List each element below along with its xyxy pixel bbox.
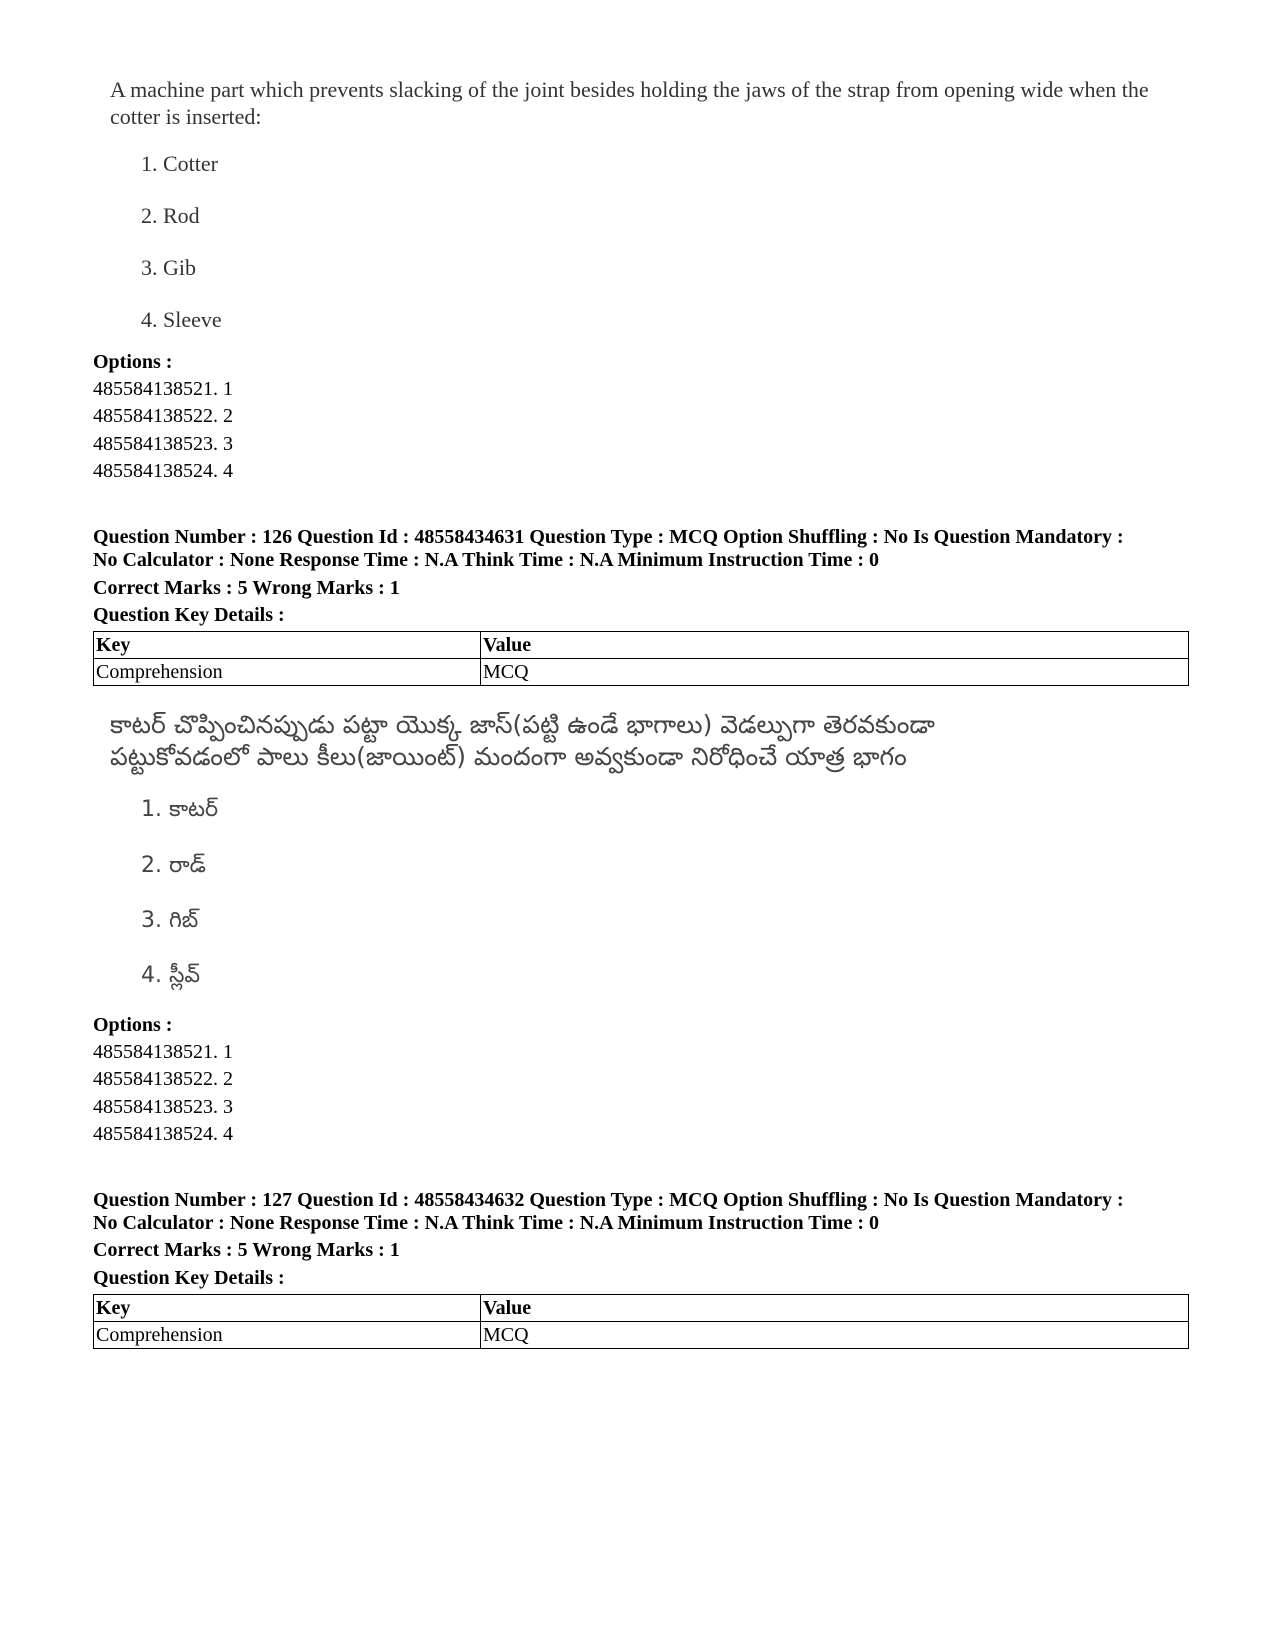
table-header-value: Value: [481, 1295, 1189, 1322]
choice-te-3: 3. గిబ్: [141, 908, 199, 933]
question-126-marks: Correct Marks : 5 Wrong Marks : 1: [93, 577, 400, 599]
choice-1: 1. Cotter: [141, 151, 218, 176]
table-header-key: Key: [94, 1295, 481, 1322]
question-126-key-details-label: Question Key Details :: [93, 604, 285, 626]
question-text-telugu-line2: పట్టుకోవడంలో పాలు కీలు(జాయింట్) మందంగా అవ్వకుండా నిరోధించే యాత్ర భాగం: [110, 742, 907, 771]
choice-2: 2. Rod: [141, 203, 200, 228]
table-row: [94, 659, 1189, 686]
question-127-meta-line2: No Calculator : None Response Time : N.A Think Time : N.A Minimum Instruction Time : 0: [93, 1212, 879, 1234]
choice-4: 4. Sleeve: [141, 307, 222, 332]
question-127-marks: Correct Marks : 5 Wrong Marks : 1: [93, 1239, 400, 1261]
option-line-3: 485584138523. 3: [93, 433, 233, 455]
question-126-meta-line2: No Calculator : None Response Time : N.A Think Time : N.A Minimum Instruction Time : 0: [93, 549, 879, 571]
option-line-2: 485584138522. 2: [93, 1068, 233, 1090]
option-line-1: 485584138521. 1: [93, 378, 233, 400]
choice-te-2: 2. రాడ్: [141, 853, 206, 878]
question-text-telugu-line1: కాటర్ చొప్పించినప్పుడు పట్టా యొక్క జాస్(పట్టి ఉండే భాగాలు) వెడల్పుగా తెరవకుండా: [110, 710, 935, 739]
option-line-1: 485584138521. 1: [93, 1041, 233, 1063]
table-cell-key: Comprehension: [94, 659, 481, 686]
table-header-key: Key: [94, 632, 481, 659]
choice-te-1: 1. కాటర్: [141, 797, 219, 822]
option-line-2: 485584138522. 2: [93, 405, 233, 427]
table-row: [94, 1322, 1189, 1349]
question-127-key-table: [93, 1294, 1189, 1349]
option-line-3: 485584138523. 3: [93, 1096, 233, 1118]
question-text-english: A machine part which prevents slacking of the joint besides holding the jaws of the strap from opening wide when the cotter is inserted:: [110, 77, 1149, 129]
table-cell-key: Comprehension: [94, 1322, 481, 1349]
question-127-meta-line1: Question Number : 127 Question Id : 48558434632 Question Type : MCQ Option Shuffling : No Is Question Mandatory :: [93, 1189, 1124, 1211]
option-line-4: 485584138524. 4: [93, 1123, 233, 1145]
choice-3: 3. Gib: [141, 255, 196, 280]
option-line-4: 485584138524. 4: [93, 460, 233, 482]
question-127-key-details-label: Question Key Details :: [93, 1267, 285, 1289]
question-126-meta-line1: Question Number : 126 Question Id : 48558434631 Question Type : MCQ Option Shuffling : No Is Question Mandatory :: [93, 526, 1124, 548]
options-label: Options :: [93, 1014, 173, 1036]
options-label: Options :: [93, 351, 173, 373]
table-header-row: [94, 1295, 1189, 1322]
table-header-row: [94, 632, 1189, 659]
table-cell-value: MCQ: [481, 1322, 1189, 1349]
table-header-value: Value: [481, 632, 1189, 659]
table-cell-value: MCQ: [481, 659, 1189, 686]
question-126-key-table: [93, 631, 1189, 686]
choice-te-4: 4. స్లీవ్: [141, 963, 201, 988]
